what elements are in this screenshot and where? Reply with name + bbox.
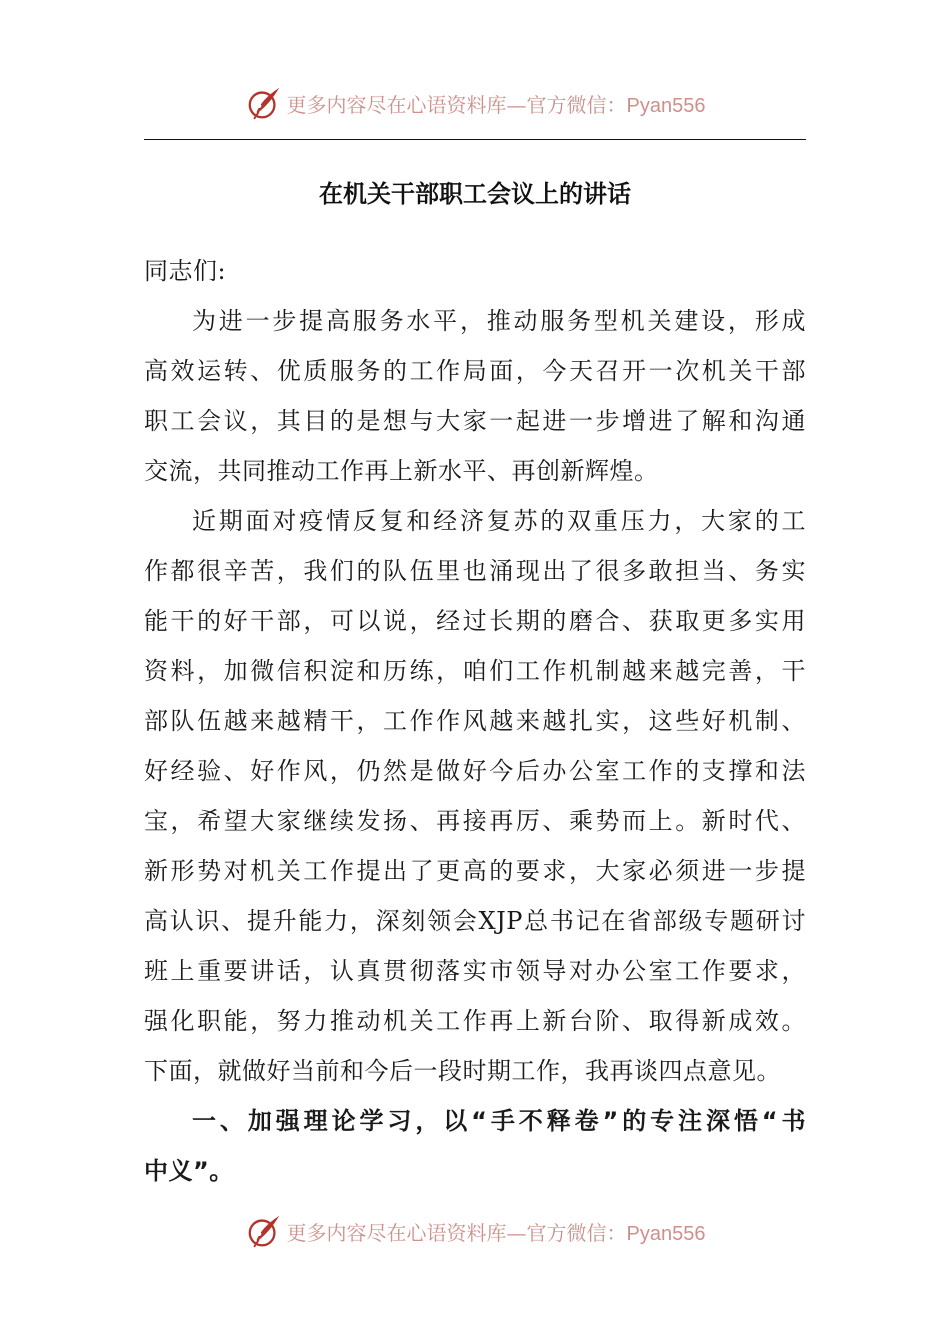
heading-line: 中义”。 — [144, 1157, 234, 1185]
banner-brand: 更多内容尽在心语资料库 — [286, 92, 507, 117]
heading-line: 一、加强理论学习，以“手不释卷”的专注深悟“书 — [192, 1107, 806, 1135]
banner-account: Pyan556 — [626, 1222, 706, 1245]
banner-brand: 更多内容尽在心语资料库 — [286, 1220, 507, 1245]
paragraph-line: 下面，就做好当前和今后一段时期工作，我再谈四点意见。 — [144, 1057, 781, 1085]
paragraph-2 — [144, 496, 806, 1096]
quill-logo-icon — [245, 84, 283, 122]
banner-wechat-label: 官方微信： — [526, 1220, 627, 1245]
salutation: 同志们: — [144, 257, 227, 285]
header-banner — [0, 78, 950, 128]
paragraph-line: 交流，共同推动工作再上新水平、再创新辉煌。 — [144, 457, 659, 485]
banner-account: Pyan556 — [626, 94, 706, 117]
document-body — [144, 246, 806, 1196]
banner-dash: — — [506, 92, 527, 117]
banner-text — [287, 89, 706, 118]
paragraph-line: 部队伍越来越精干，工作作风越来越扎实，这些好机制、 — [144, 707, 806, 735]
paragraph-line: 宝，希望大家继续发扬、再接再厉、乘势而上。新时代、 — [144, 807, 806, 835]
quill-logo-icon — [245, 1212, 283, 1250]
paragraph-line: 职工会议，其目的是想与大家一起进一步增进了解和沟通 — [144, 407, 806, 435]
paragraph-line: 为进一步提高服务水平，推动服务型机关建设，形成 — [192, 307, 806, 335]
header-rule — [144, 139, 806, 140]
paragraph-line: 近期面对疫情反复和经济复苏的双重压力，大家的工 — [192, 507, 806, 535]
paragraph-line: 高认识、提升能力，深刻领会XJP总书记在省部级专题研讨 — [144, 907, 806, 935]
banner-text — [287, 1217, 706, 1246]
paragraph-line: 新形势对机关工作提出了更高的要求，大家必须进一步提 — [144, 857, 806, 885]
banner-wechat-label: 官方微信： — [526, 92, 627, 117]
paragraph-line: 强化职能，努力推动机关工作再上新台阶、取得新成效。 — [144, 1007, 806, 1035]
section-heading-1 — [144, 1096, 806, 1196]
paragraph-1 — [144, 296, 806, 496]
paragraph-line: 作都很辛苦，我们的队伍里也涌现出了很多敢担当、务实 — [144, 557, 806, 585]
paragraph-line: 能干的好干部，可以说，经过长期的磨合、获取更多实用 — [144, 607, 806, 635]
banner-dash: — — [506, 1220, 527, 1245]
document-title: 在机关干部职工会议上的讲话 — [319, 179, 631, 208]
paragraph-line: 好经验、好作风，仍然是做好今后办公室工作的支撑和法 — [144, 757, 806, 785]
paragraph-line: 资料，加微信积淀和历练，咱们工作机制越来越完善，干 — [144, 657, 806, 685]
footer-banner — [0, 1206, 950, 1256]
paragraph-line: 高效运转、优质服务的工作局面，今天召开一次机关干部 — [144, 357, 806, 385]
paragraph-line: 班上重要讲话，认真贯彻落实市领导对办公室工作要求， — [144, 957, 806, 985]
